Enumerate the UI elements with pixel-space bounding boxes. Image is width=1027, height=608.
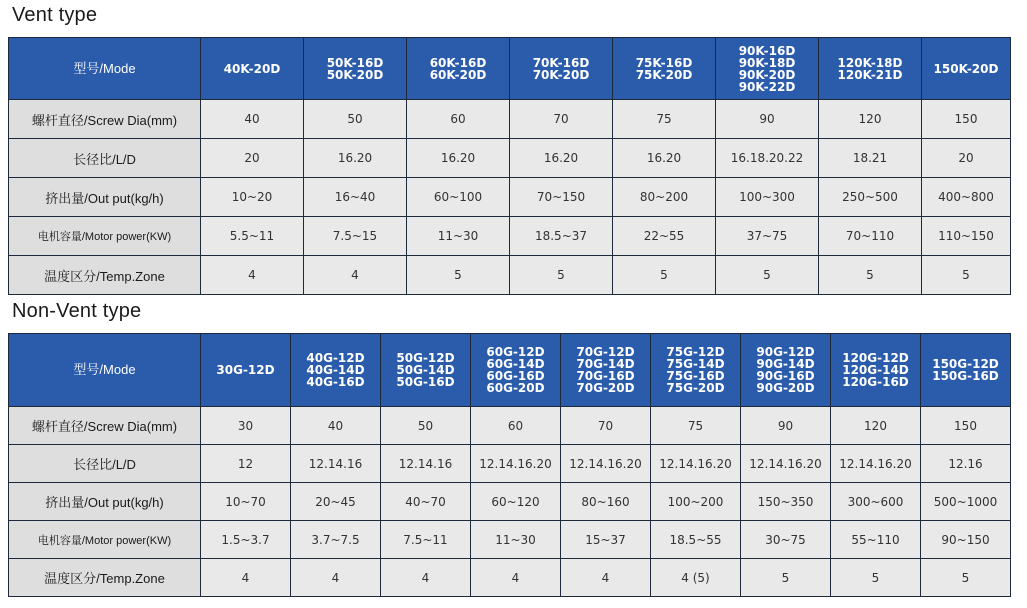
vent-spec-table (8, 37, 1011, 295)
model-name: 60G-14D (486, 357, 545, 371)
model-header-cell (741, 334, 831, 407)
model-name: 150G-16D (932, 369, 999, 383)
model-header-cell (201, 334, 291, 407)
model-name: 150G-12D (932, 357, 999, 371)
spec-value-cell: 11~30 (471, 521, 561, 559)
model-name: 90K-16D (738, 43, 796, 58)
spec-value-cell: 4 (201, 559, 291, 597)
spec-row-label: 电机容量/Motor power(KW) (9, 217, 201, 256)
model-name: 90G-14D (756, 357, 815, 371)
model-header-cell (291, 334, 381, 407)
spec-value-cell: 70~150 (510, 178, 613, 217)
model-name: 75K-20D (635, 67, 693, 82)
model-name: 40G-12D (306, 351, 365, 365)
spec-value-cell: 5 (510, 256, 613, 295)
spec-value-cell: 150 (921, 407, 1011, 445)
spec-value-cell: 12.14.16.20 (561, 445, 651, 483)
spec-row-label: 长径比/L/D (9, 445, 201, 483)
spec-value-cell: 5 (613, 256, 716, 295)
spec-value-cell: 16.20 (407, 139, 510, 178)
model-name: 90K-22D (738, 79, 796, 94)
model-name: 75G-14D (666, 357, 725, 371)
spec-value-cell: 22~55 (613, 217, 716, 256)
model-header-cell (921, 334, 1011, 407)
spec-row (9, 559, 1011, 597)
model-name: 60G-16D (486, 369, 545, 383)
spec-value-cell: 60~100 (407, 178, 510, 217)
spec-value-cell: 1.5~3.7 (201, 521, 291, 559)
spec-value-cell: 40~70 (381, 483, 471, 521)
model-name: 40K-20D (223, 61, 281, 76)
spec-value-cell: 7.5~15 (304, 217, 407, 256)
model-name: 50G-16D (396, 375, 455, 389)
model-name: 120G-14D (842, 363, 909, 377)
model-name: 120K-21D (837, 67, 903, 82)
model-name: 70K-16D (532, 55, 590, 70)
model-header-cell (407, 38, 510, 100)
model-name: 50G-14D (396, 363, 455, 377)
spec-value-cell: 30 (201, 407, 291, 445)
spec-value-cell: 5 (922, 256, 1011, 295)
model-name: 120G-12D (842, 351, 909, 365)
spec-row (9, 100, 1011, 139)
spec-value-cell: 12.16 (921, 445, 1011, 483)
model-name: 90G-16D (756, 369, 815, 383)
model-name: 60K-20D (429, 67, 487, 82)
spec-value-cell: 5 (741, 559, 831, 597)
model-header-cell (651, 334, 741, 407)
model-name: 75G-16D (666, 369, 725, 383)
spec-value-cell: 5 (819, 256, 922, 295)
spec-row (9, 217, 1011, 256)
spec-row-label: 温度区分/Temp.Zone (9, 559, 201, 597)
model-name: 120G-16D (842, 375, 909, 389)
spec-value-cell: 4 (291, 559, 381, 597)
spec-value-cell: 250~500 (819, 178, 922, 217)
spec-value-cell: 18.21 (819, 139, 922, 178)
spec-row (9, 521, 1011, 559)
model-header-cell (831, 334, 921, 407)
spec-value-cell: 4 (471, 559, 561, 597)
spec-value-cell: 50 (381, 407, 471, 445)
spec-row (9, 256, 1011, 295)
spec-row-label: 挤出量/Out put(kg/h) (9, 483, 201, 521)
spec-row-label: 温度区分/Temp.Zone (9, 256, 201, 295)
spec-value-cell: 5 (921, 559, 1011, 597)
spec-value-cell: 150~350 (741, 483, 831, 521)
model-name: 75G-12D (666, 345, 725, 359)
model-name: 150K-20D (933, 61, 999, 76)
spec-value-cell: 10~20 (201, 178, 304, 217)
spec-value-cell: 5.5~11 (201, 217, 304, 256)
model-header-cell (561, 334, 651, 407)
model-name: 40G-16D (306, 375, 365, 389)
model-name: 75G-20D (666, 381, 725, 395)
model-name: 60G-12D (486, 345, 545, 359)
spec-value-cell: 110~150 (922, 217, 1011, 256)
spec-value-cell: 16~40 (304, 178, 407, 217)
spec-value-cell: 75 (651, 407, 741, 445)
spec-value-cell: 55~110 (831, 521, 921, 559)
spec-value-cell: 60~120 (471, 483, 561, 521)
model-header-cell (381, 334, 471, 407)
spec-value-cell: 100~200 (651, 483, 741, 521)
spec-value-cell: 20 (922, 139, 1011, 178)
vent-table-body (9, 38, 1011, 295)
spec-value-cell: 90 (741, 407, 831, 445)
spec-value-cell: 40 (291, 407, 381, 445)
vent-header-row (9, 38, 1011, 100)
spec-value-cell: 4 (304, 256, 407, 295)
model-name: 120K-18D (837, 55, 903, 70)
spec-value-cell: 4 (561, 559, 651, 597)
spec-value-cell: 10~70 (201, 483, 291, 521)
spec-row (9, 483, 1011, 521)
spec-value-cell: 50 (304, 100, 407, 139)
model-header-cell (304, 38, 407, 100)
spec-value-cell: 12.14.16.20 (831, 445, 921, 483)
non-vent-header-row (9, 334, 1011, 407)
spec-value-cell: 70 (510, 100, 613, 139)
non-vent-table-body (9, 334, 1011, 597)
spec-value-cell: 20 (201, 139, 304, 178)
spec-value-cell: 60 (407, 100, 510, 139)
spec-row (9, 407, 1011, 445)
spec-row-label: 螺杆直径/Screw Dia(mm) (9, 407, 201, 445)
spec-value-cell: 75 (613, 100, 716, 139)
spec-value-cell: 30~75 (741, 521, 831, 559)
spec-value-cell: 5 (716, 256, 819, 295)
spec-row (9, 445, 1011, 483)
model-name: 50K-20D (326, 67, 384, 82)
spec-value-cell: 3.7~7.5 (291, 521, 381, 559)
model-name: 90G-20D (756, 381, 815, 395)
spec-row-label: 挤出量/Out put(kg/h) (9, 178, 201, 217)
spec-value-cell: 12.14.16 (291, 445, 381, 483)
spec-value-cell: 20~45 (291, 483, 381, 521)
non-vent-spec-table (8, 333, 1011, 597)
spec-value-cell: 80~160 (561, 483, 651, 521)
spec-value-cell: 150 (922, 100, 1011, 139)
spec-value-cell: 100~300 (716, 178, 819, 217)
spec-value-cell: 90 (716, 100, 819, 139)
spec-value-cell: 11~30 (407, 217, 510, 256)
spec-value-cell: 16.20 (510, 139, 613, 178)
model-name: 90K-20D (738, 67, 796, 82)
model-name: 90G-12D (756, 345, 815, 359)
spec-value-cell: 120 (831, 407, 921, 445)
spec-value-cell: 12.14.16.20 (651, 445, 741, 483)
spec-value-cell: 7.5~11 (381, 521, 471, 559)
spec-value-cell: 4 (5) (651, 559, 741, 597)
model-header-cell (471, 334, 561, 407)
model-name: 70G-14D (576, 357, 635, 371)
mode-header-label: 型号/Mode (9, 334, 201, 407)
model-name: 40G-14D (306, 363, 365, 377)
spec-value-cell: 12.14.16 (381, 445, 471, 483)
spec-row-label: 长径比/L/D (9, 139, 201, 178)
vent-type-title: Vent type (12, 4, 98, 26)
spec-row-label: 电机容量/Motor power(KW) (9, 521, 201, 559)
model-header-cell (201, 38, 304, 100)
model-name: 30G-12D (216, 363, 275, 377)
spec-value-cell: 16.20 (304, 139, 407, 178)
spec-value-cell: 16.18.20.22 (716, 139, 819, 178)
non-vent-type-title: Non-Vent type (12, 300, 142, 322)
spec-value-cell: 500~1000 (921, 483, 1011, 521)
spec-row (9, 178, 1011, 217)
model-name: 70G-16D (576, 369, 635, 383)
model-name: 50K-16D (326, 55, 384, 70)
spec-value-cell: 5 (831, 559, 921, 597)
model-name: 60G-20D (486, 381, 545, 395)
spec-value-cell: 120 (819, 100, 922, 139)
spec-value-cell: 90~150 (921, 521, 1011, 559)
spec-value-cell: 12.14.16.20 (471, 445, 561, 483)
spec-value-cell: 60 (471, 407, 561, 445)
spec-value-cell: 15~37 (561, 521, 651, 559)
spec-value-cell: 300~600 (831, 483, 921, 521)
model-name: 90K-18D (738, 55, 796, 70)
spec-value-cell: 70~110 (819, 217, 922, 256)
model-name: 50G-12D (396, 351, 455, 365)
model-name: 70G-12D (576, 345, 635, 359)
model-header-cell (613, 38, 716, 100)
mode-header-label: 型号/Mode (9, 38, 201, 100)
spec-row-label: 螺杆直径/Screw Dia(mm) (9, 100, 201, 139)
spec-row (9, 139, 1011, 178)
model-header-cell (819, 38, 922, 100)
model-name: 75K-16D (635, 55, 693, 70)
spec-value-cell: 40 (201, 100, 304, 139)
spec-value-cell: 18.5~55 (651, 521, 741, 559)
model-header-cell (510, 38, 613, 100)
spec-value-cell: 16.20 (613, 139, 716, 178)
spec-value-cell: 12.14.16.20 (741, 445, 831, 483)
spec-value-cell: 37~75 (716, 217, 819, 256)
model-name: 70G-20D (576, 381, 635, 395)
spec-value-cell: 70 (561, 407, 651, 445)
spec-value-cell: 4 (201, 256, 304, 295)
spec-value-cell: 12 (201, 445, 291, 483)
model-header-cell (922, 38, 1011, 100)
spec-value-cell: 400~800 (922, 178, 1011, 217)
spec-value-cell: 18.5~37 (510, 217, 613, 256)
model-header-cell (716, 38, 819, 100)
model-name: 60K-16D (429, 55, 487, 70)
spec-value-cell: 5 (407, 256, 510, 295)
spec-value-cell: 80~200 (613, 178, 716, 217)
model-name: 70K-20D (532, 67, 590, 82)
spec-value-cell: 4 (381, 559, 471, 597)
